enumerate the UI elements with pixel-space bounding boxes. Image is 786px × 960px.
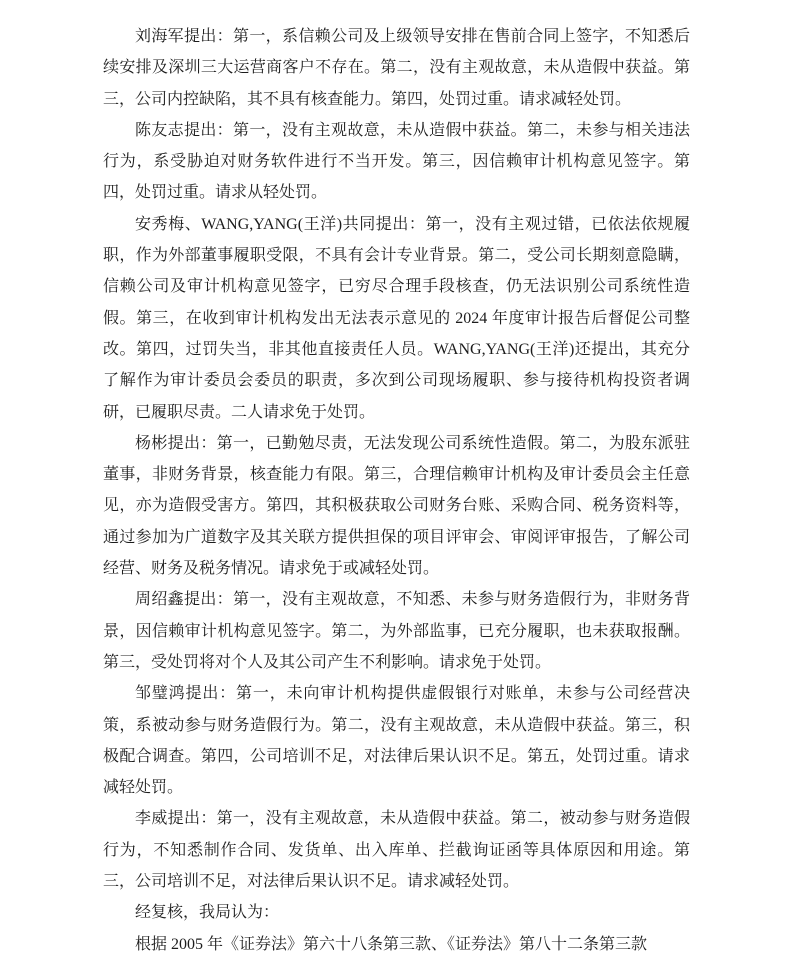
paragraph-an-xiumei-wang-yang-defense: 安秀梅、WANG,YANG(王洋)共同提出：第一，没有主观过错，已依法依规履职，作为外部董事履职受限，不具有会计专业背景。第二，受公司长期刻意隐瞒，信赖公司及审计机构意见签字，已穷尽合理手段核查，仍无法识别公司系统性造假。第三，在收到审计机构发出无法表示意见的 2024 年度审计报告后督促公司整改。第四，过罚失当，非其他直接责任人员。WANG,YANG(王洋)还提出，其充分了解作为审计委员会委员的职责，多次到公司现场履职、参与接待机构投资者调研，已履职尽责。二人请求免于处罚。 [103, 215, 690, 421]
paragraph-review-conclusion-intro: 经复核，我局认为： [135, 904, 280, 922]
paragraph-liu-haijun-defense: 刘海军提出：第一，系信赖公司及上级领导安排在售前合同上签字，不知悉后续安排及深圳三大运营商客户不存在。第二，没有主观故意，未从造假中获益。第三，公司内控缺陷，其不具有核查能力。第四，处罚过重。请求减轻处罚。 [103, 28, 690, 108]
paragraph-zou-bihong-defense: 邹璧鸿提出：第一，未向审计机构提供虚假银行对账单，未参与公司经营决策，系被动参与财务造假行为。第二，没有主观故意，未从造假中获益。第三，积极配合调查。第四，公司培训不足，对法律后果认识不足。第五，处罚过重。请求减轻处罚。 [103, 685, 690, 797]
paragraph-zhou-shaoxin-defense: 周绍鑫提出：第一，没有主观故意，不知悉、未参与财务造假行为，非财务背景，因信赖审计机构意见签字。第二，为外部监事，已充分履职，也未获取报酬。第三，受处罚将对个人及其公司产生不利影响。请求免于处罚。 [103, 591, 690, 671]
paragraph-li-wei-defense: 李威提出：第一，没有主观故意，未从造假中获益。第二，被动参与财务造假行为，不知悉制作合同、发货单、出入库单、拦截询证函等具体原因和用途。第三，公司培训不足，对法律后果认识不足。请求减轻处罚。 [103, 810, 690, 891]
paragraph-chen-youzhi-defense: 陈友志提出：第一，没有主观故意，未从造假中获益。第二，未参与相关违法行为，系受胁迫对财务软件进行不当开发。第三，因信赖审计机构意见签字。第四，处罚过重。请求从轻处罚。 [103, 121, 690, 202]
paragraph-legal-basis: 根据 2005 年《证券法》第六十八条第三款、《证券法》第八十二条第三款 [135, 935, 648, 953]
paragraph-yang-bin-defense: 杨彬提出：第一，已勤勉尽责，无法发现公司系统性造假。第二，为股东派驻董事，非财务背景，核查能力有限。第三，合理信赖审计机构及审计委员会主任意见，亦为造假受害方。第四，其积极获取公司财务台账、采购合同、税务资料等，通过参加为广道数字及其关联方提供担保的项目评审会、审阅评审报告，了解公司经营、财务及税务情况。请求免于或减轻处罚。 [103, 434, 690, 578]
